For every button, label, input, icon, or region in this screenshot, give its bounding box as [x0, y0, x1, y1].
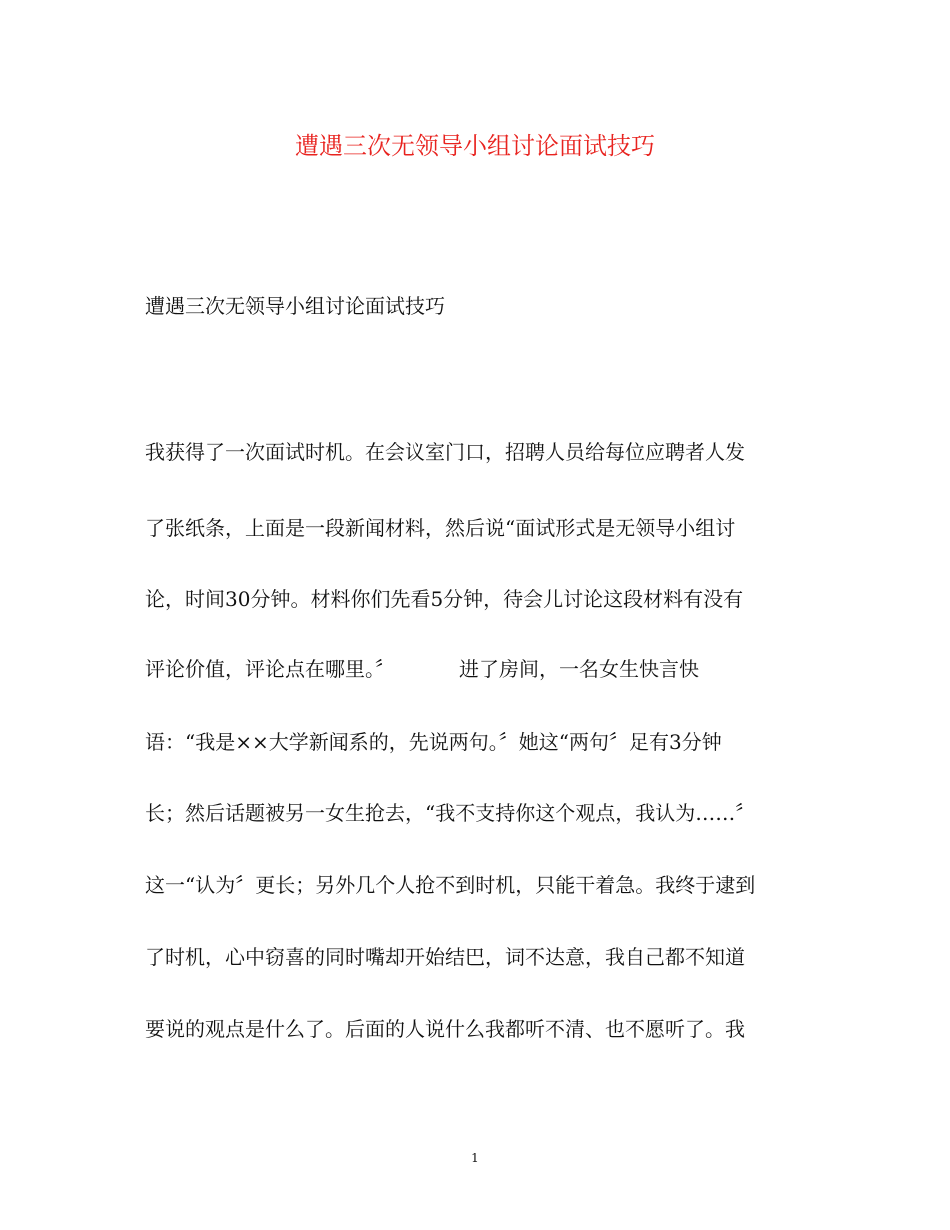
body-line: 要说的观点是什么了。后面的人说什么我都听不清、也不愿听了。我	[145, 1017, 745, 1041]
body-line: 语：“我是××大学新闻系的，先说两句。〞她这“两句〞足有3分钟	[145, 730, 722, 754]
body-line: 了张纸条，上面是一段新闻材料，然后说“面试形式是无领导小组讨	[145, 516, 736, 540]
page-number: 1	[471, 1151, 479, 1165]
body-line: 我获得了一次面试时机。在会议室门口，招聘人员给每位应聘者人发	[145, 440, 745, 464]
body-line-part: 评论价值，评论点在哪里。〞	[145, 657, 395, 681]
body-line-part: 进了房间，一名女生快言快	[459, 657, 699, 681]
body-line: 长；然后话题被另一女生抢去，“我不支持你这个观点，我认为……〞	[145, 801, 756, 825]
document-subtitle: 遭遇三次无领导小组讨论面试技巧	[145, 294, 445, 318]
body-line: 论，时间30分钟。材料你们先看5分钟，待会儿讨论这段材料有没有	[145, 587, 744, 611]
body-line: 这一“认为〞更长；另外几个人抢不到时机，只能干着急。我终于逮到	[145, 873, 756, 897]
body-line-with-gap	[145, 653, 699, 685]
body-line: 了时机，心中窃喜的同时嘴却开始结巴，词不达意，我自己都不知道	[145, 945, 745, 969]
document-title: 遭遇三次无领导小组讨论面试技巧	[295, 132, 655, 160]
